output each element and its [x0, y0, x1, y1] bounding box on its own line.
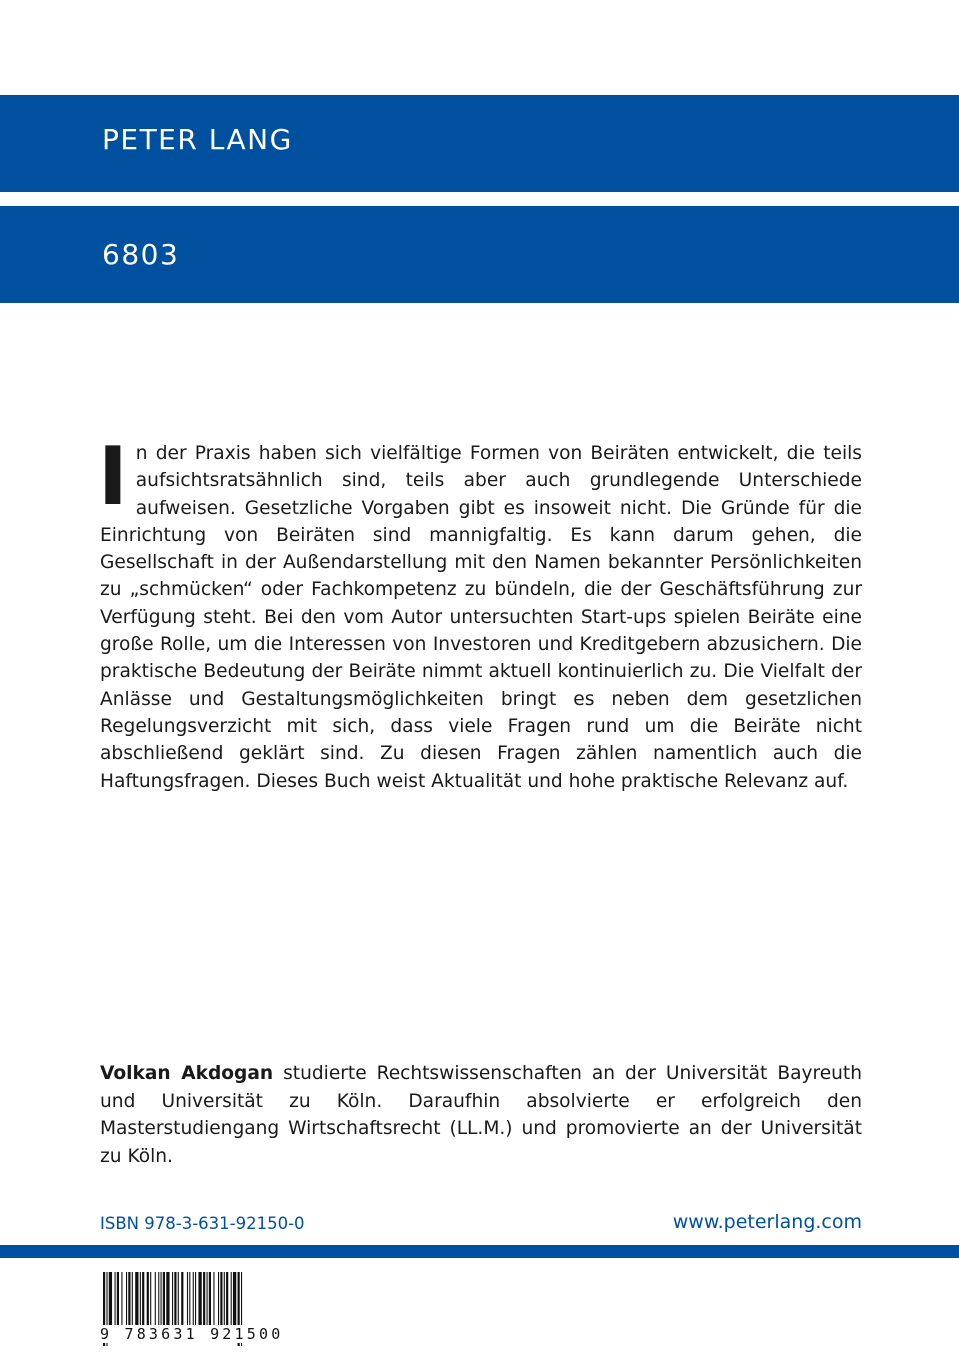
barcode-bar	[233, 1272, 236, 1332]
barcode-bar	[135, 1272, 138, 1332]
barcode-bar	[142, 1272, 144, 1332]
barcode-bar	[187, 1272, 188, 1332]
barcode-bar	[126, 1272, 127, 1332]
bottom-rule	[0, 1245, 959, 1258]
series-number: 6803	[102, 238, 180, 271]
isbn: ISBN 978-3-631-92150-0	[100, 1214, 305, 1233]
barcode-bar	[203, 1272, 205, 1332]
barcode-bar	[161, 1272, 162, 1332]
barcode-bar	[209, 1272, 211, 1332]
publisher-name: PETER LANG	[102, 123, 293, 156]
author-name: Volkan Akdogan	[100, 1063, 274, 1084]
blurb-dropcap: I	[98, 430, 128, 523]
series-band	[0, 206, 959, 303]
barcode-bar	[220, 1272, 222, 1332]
barcode-bar	[172, 1272, 173, 1332]
author-bio	[100, 1060, 862, 1170]
barcode-bar	[174, 1272, 176, 1332]
barcode-bar	[117, 1272, 119, 1332]
barcode-bar	[150, 1272, 151, 1332]
barcode-bar	[231, 1272, 232, 1332]
barcode-bar	[189, 1272, 190, 1332]
barcode-bar	[198, 1272, 201, 1332]
publisher-band	[0, 95, 959, 192]
barcode-bar	[213, 1272, 214, 1332]
barcode-bar	[115, 1272, 116, 1332]
barcode-bar	[128, 1272, 130, 1332]
barcode-bar	[121, 1272, 122, 1332]
barcode-bar	[218, 1272, 219, 1332]
barcode-bar	[140, 1272, 141, 1332]
barcode-bar	[178, 1272, 179, 1332]
barcode-bar	[207, 1272, 208, 1332]
barcode-bar	[181, 1272, 183, 1332]
barcode-bar	[224, 1272, 225, 1332]
barcode-bar	[226, 1272, 228, 1332]
barcode-bar	[158, 1272, 159, 1332]
barcode-bar	[195, 1272, 196, 1332]
barcode-bar	[163, 1272, 165, 1332]
blurb-text: n der Praxis haben sich vielfältige Formen von Beiräten entwickelt, die teils aufsichtsratsähnlich sind, teils aber auch grundlegende Unterschiede aufweisen. Gesetzliche Vorgaben gibt es insoweit nicht. Die Gründe für die Einrichtung von Beiräten sind mannigfaltig. Es kann darum gehen, die Gesellschaft in der Außendarstellung mit den Namen bekannter Persönlichkeiten zu „schmücken“ oder Fachkompetenz zu bündeln, die der Geschäftsführung zur Verfügung steht. Bei den vom Autor untersuchten Start-ups spielen Beiräte eine große Rolle, um die Interessen von Investoren und Kreditgebern abzusichern. Die praktische Bedeutung der Beiräte nimmt aktuell kontinuierlich zu. Die Vielfalt der Anlässe und Gestaltungsmöglichkeiten bringt es neben dem gesetzlichen Regelungsverzicht mit sich, dass viele Fragen rund um die Beiräte nicht abschließend geklärt sind. Zu diesen Fragen zählen namentlich auch die Haftungsfragen. Dieses Buch weist Aktualität und hohe praktische Relevanz auf.	[100, 443, 862, 792]
barcode-digits: 9 783631 921500	[100, 1325, 284, 1343]
website-link[interactable]: www.peterlang.com	[672, 1211, 862, 1233]
barcode-bar	[147, 1272, 149, 1332]
barcode-bar	[193, 1272, 194, 1332]
blurb-paragraph	[98, 430, 862, 795]
author-bio-text: studierte Rechtswissenschaften an der Universität Bayreuth und Universität zu Köln. Daraufhin absolvierte er erfolgreich den Masterstudiengang Wirtschaftsrecht (LL.M.) und promovierte an der Universität zu Köln.	[100, 1063, 863, 1167]
barcode-bar	[166, 1272, 169, 1332]
barcode-bar	[109, 1272, 112, 1332]
barcode-bar	[155, 1272, 156, 1332]
barcode-bar	[132, 1272, 133, 1332]
